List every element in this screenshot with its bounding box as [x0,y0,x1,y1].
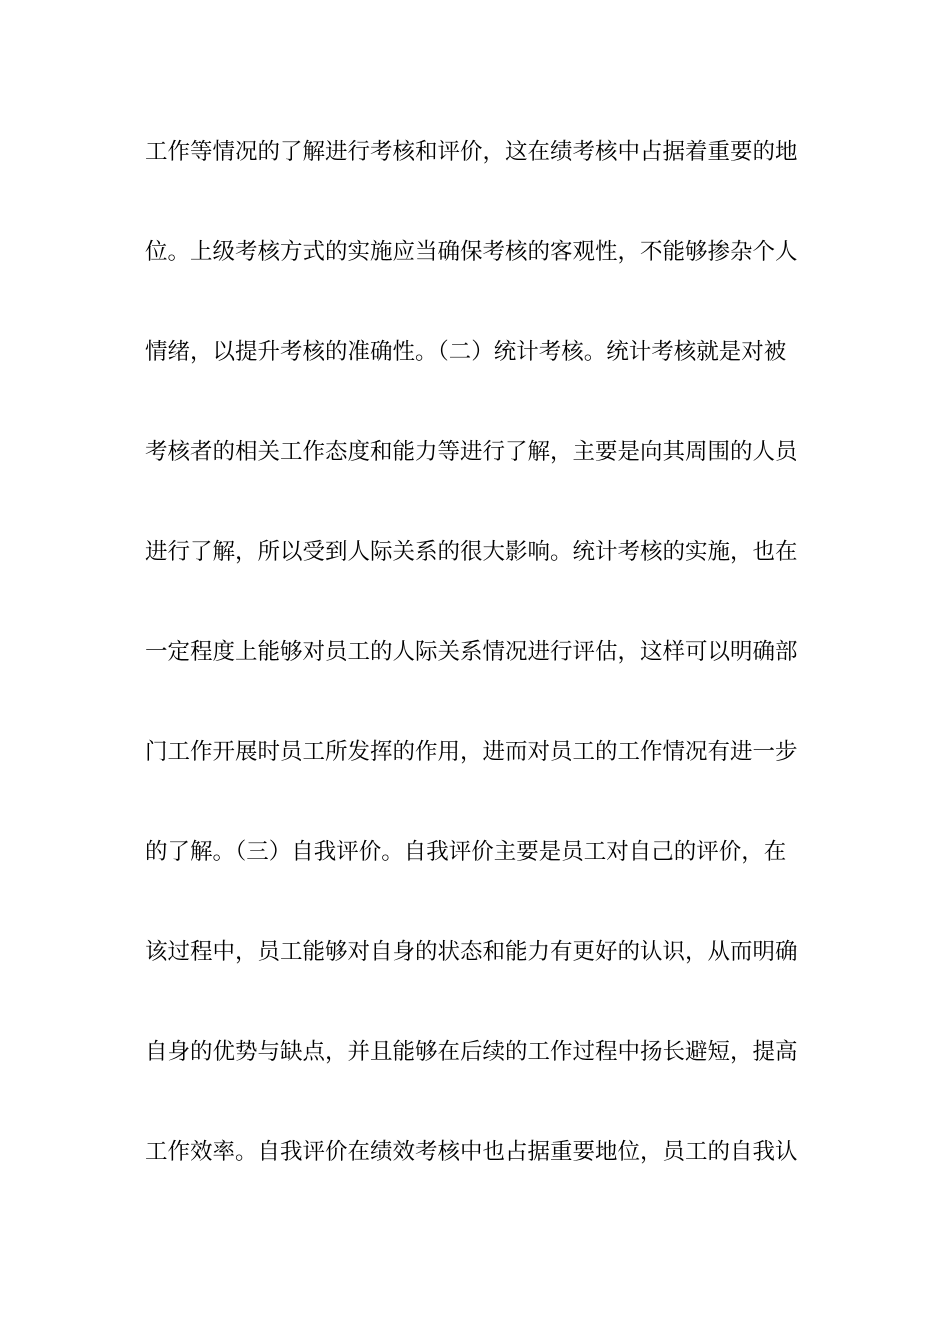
text-line: 位。上级考核方式的实施应当确保考核的客观性，不能够掺杂个人 [145,239,798,265]
text-line: 门工作开展时员工所发挥的作用，进而对员工的工作情况有进一步 [145,739,798,765]
text-line: 情绪，以提升考核的准确性。（二）统计考核。统计考核就是对被 [145,339,787,365]
text-line: 进行了解，所以受到人际关系的很大影响。统计考核的实施，也在 [145,539,798,565]
text-line: 自身的优势与缺点，并且能够在后续的工作过程中扬长避短，提高 [145,1039,798,1065]
body-text [145,128,807,1228]
text-line: 工作效率。自我评价在绩效考核中也占据重要地位，员工的自我认 [145,1139,798,1165]
text-line: 考核者的相关工作态度和能力等进行了解，主要是向其周围的人员 [145,439,798,465]
text-line: 的了解。（三）自我评价。自我评价主要是员工对自己的评价，在 [145,839,787,865]
text-line: 工作等情况的了解进行考核和评价，这在绩考核中占据着重要的地 [145,139,798,165]
text-line: 一定程度上能够对员工的人际关系情况进行评估，这样可以明确部 [145,639,798,665]
text-line: 该过程中，员工能够对自身的状态和能力有更好的认识，从而明确 [145,939,798,965]
